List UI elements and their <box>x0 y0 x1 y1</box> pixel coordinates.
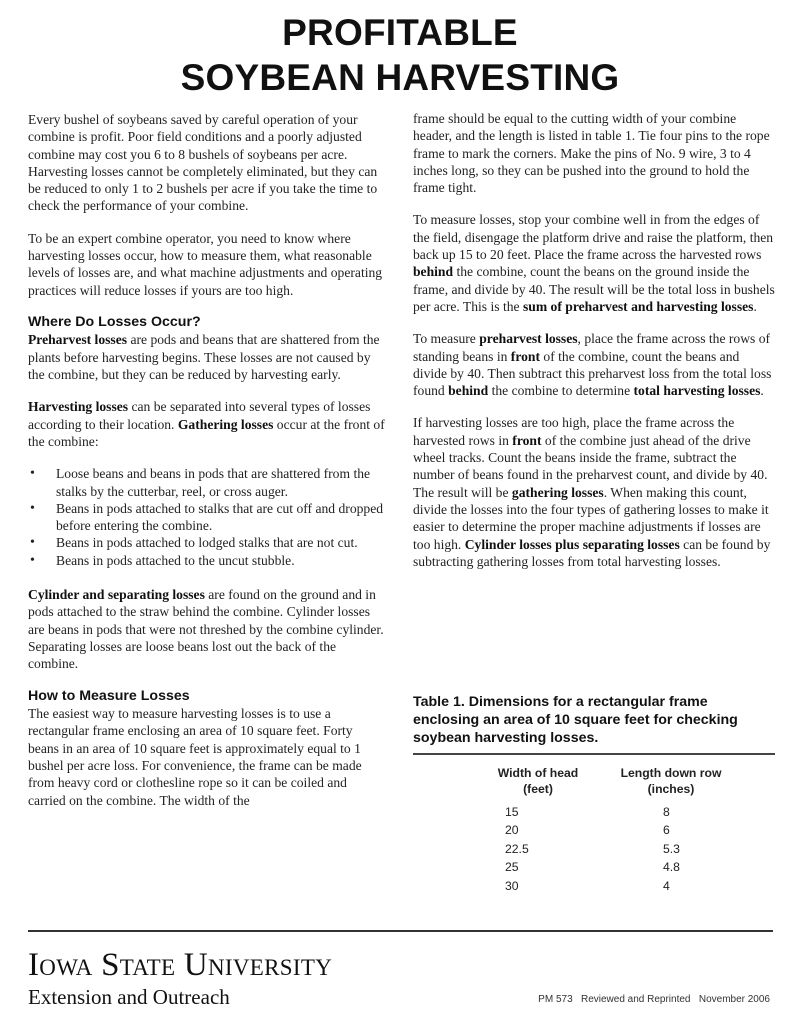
table-row <box>465 840 731 859</box>
list-item: • Beans in pods attached to lodged stalks that are not cut. <box>28 534 386 551</box>
measure-paragraph-1-continued: frame should be equal to the cutting width of your combine header, and the length is listed in table 1. Tie four pins to the rope frame to mark the corners. Make the pins of No. 9 wire, 3 to 4 inches long, so they can be pushed into the ground to hold the frame tight. <box>413 111 770 196</box>
table-row <box>465 877 731 896</box>
list-item: • Beans in pods attached to stalks that are cut off and dropped before entering the combine. <box>28 500 386 535</box>
measure-paragraph-1: The easiest way to measure harvesting losses is to use a rectangular frame enclosing an area of 10 square feet. Forty beans in an area of 10 square feet is approximately equal to 1 bushel per acre loss. For convenience, the frame can be made from heavy cord or clothesline rope so it can be coiled and carried on the combine. The width of the <box>28 706 362 808</box>
column-header-length: Length down row (inches) <box>620 765 722 796</box>
intro-paragraph-2: To be an expert combine operator, you need to know where harvesting losses occur, how to measure them, what reasonable levels of losses are, and what machine adjustments and operating practices will reduce losses if yours are too high. <box>28 230 383 298</box>
measure-paragraph-2: To measure losses, stop your combine well in from the edges of the field, disengage the platform drive and raise the platform, then back up 15 to 20 feet. Place the frame across the harvested rows behind the combine, count the beans on the ground inside the frame, and divide by 40. The result will be the total loss in bushels per acre. This is the sum of preharvest and harvesting losses. <box>413 212 775 314</box>
table-header-row <box>465 765 731 803</box>
cylinder-paragraph: Cylinder and separating losses are found on the ground and in pods attached to the straw behind the combine. Cylinder losses are beans in pods that were not threshed by the combine cylinder. Separating losses are loose beans lost out the back of the combine. <box>28 587 384 672</box>
pub-date: November 2006 <box>698 994 770 1005</box>
title-line-2: SOYBEAN HARVESTING <box>180 57 620 98</box>
title-line-1: PROFITABLE <box>282 12 518 53</box>
table-row <box>465 858 731 877</box>
length-cell: 4.8 <box>663 860 680 875</box>
measure-losses-heading: How to Measure Losses <box>28 687 190 704</box>
table-caption: Table 1. Dimensions for a rectangular frame enclosing an area of 10 square feet for checking soybean harvesting losses. <box>413 693 775 755</box>
length-cell: 6 <box>663 823 670 838</box>
intro-paragraph-1: Every bushel of soybeans saved by careful operation of your combine is profit. Poor field conditions and a poorly adjusted combine may cost you 6 to 8 bushels of soybeans per acre. Harvesting losses cannot be completely eliminated, but they can be reduced to only 1 to 2 bushels per acre if you take the time to check the performance of your combine. <box>28 112 378 214</box>
length-cell: 4 <box>663 878 670 893</box>
measure-paragraph-4: If harvesting losses are too high, place the frame across the harvested rows in front of the combine just ahead of the drive wheel tracks. Count the beans inside the frame, subtract the number of beans found in the preharvest count, and divide by 40. The result will be gathering losses. When making this count, divide the losses into the four types of gathering losses to make it easier to determine the proper machine adjustments if losses are too high. Cylinder losses plus separating losses can be found by subtracting gathering losses from total harvesting losses. <box>413 415 771 569</box>
preharvest-paragraph: Preharvest losses are pods and beans that are shattered from the plants before harvesting begins. These losses are not caused by the combine, but they can be reduced by harvesting early. <box>28 332 380 383</box>
right-column <box>413 110 775 585</box>
pub-note: Reviewed and Reprinted <box>580 994 691 1005</box>
list-item: • Loose beans and beans in pods that are shattered from the stalks by the cutterbar, reel, or cross auger. <box>28 465 386 500</box>
list-item: • Beans in pods attached to the uncut stubble. <box>28 552 386 569</box>
table-row <box>465 821 731 840</box>
table-row <box>465 803 731 822</box>
harvesting-paragraph: Harvesting losses can be separated into several types of losses according to their location. Gathering losses occur at the front of the combine: <box>28 399 385 449</box>
column-header-width: Width of head (feet) <box>497 765 579 796</box>
harvesting-term: Harvesting losses <box>28 399 129 415</box>
cylinder-term: Cylinder and separating losses <box>28 587 205 603</box>
width-cell: 20 <box>505 823 519 838</box>
gathering-loss-list <box>28 465 386 569</box>
publication-reference <box>538 994 770 1005</box>
where-losses-heading: Where Do Losses Occur? <box>28 313 201 330</box>
pub-number: PM 573 <box>538 994 573 1005</box>
extension-logo-text: Extension and Outreach <box>28 985 230 1009</box>
width-cell: 25 <box>505 860 519 875</box>
left-column <box>28 111 386 824</box>
length-cell: 5.3 <box>663 841 680 856</box>
footer-divider <box>28 930 773 932</box>
gathering-term: Gathering losses <box>177 416 274 432</box>
width-cell: 15 <box>505 804 519 819</box>
width-cell: 30 <box>505 878 519 893</box>
width-cell: 22.5 <box>505 841 529 856</box>
measure-paragraph-3: To measure preharvest losses, place the frame across the rows of standing beans in front of the combine, count the beans and divide by 40. Then subtract this preharvest loss from the total loss found behind the combine to determine total harvesting losses. <box>413 331 772 399</box>
dimensions-table <box>465 765 731 896</box>
length-cell: 8 <box>663 804 670 819</box>
page-title <box>0 10 800 100</box>
preharvest-term: Preharvest losses <box>28 332 128 348</box>
university-logo: Iowa State University <box>28 947 333 983</box>
dimensions-table-block <box>413 693 775 896</box>
